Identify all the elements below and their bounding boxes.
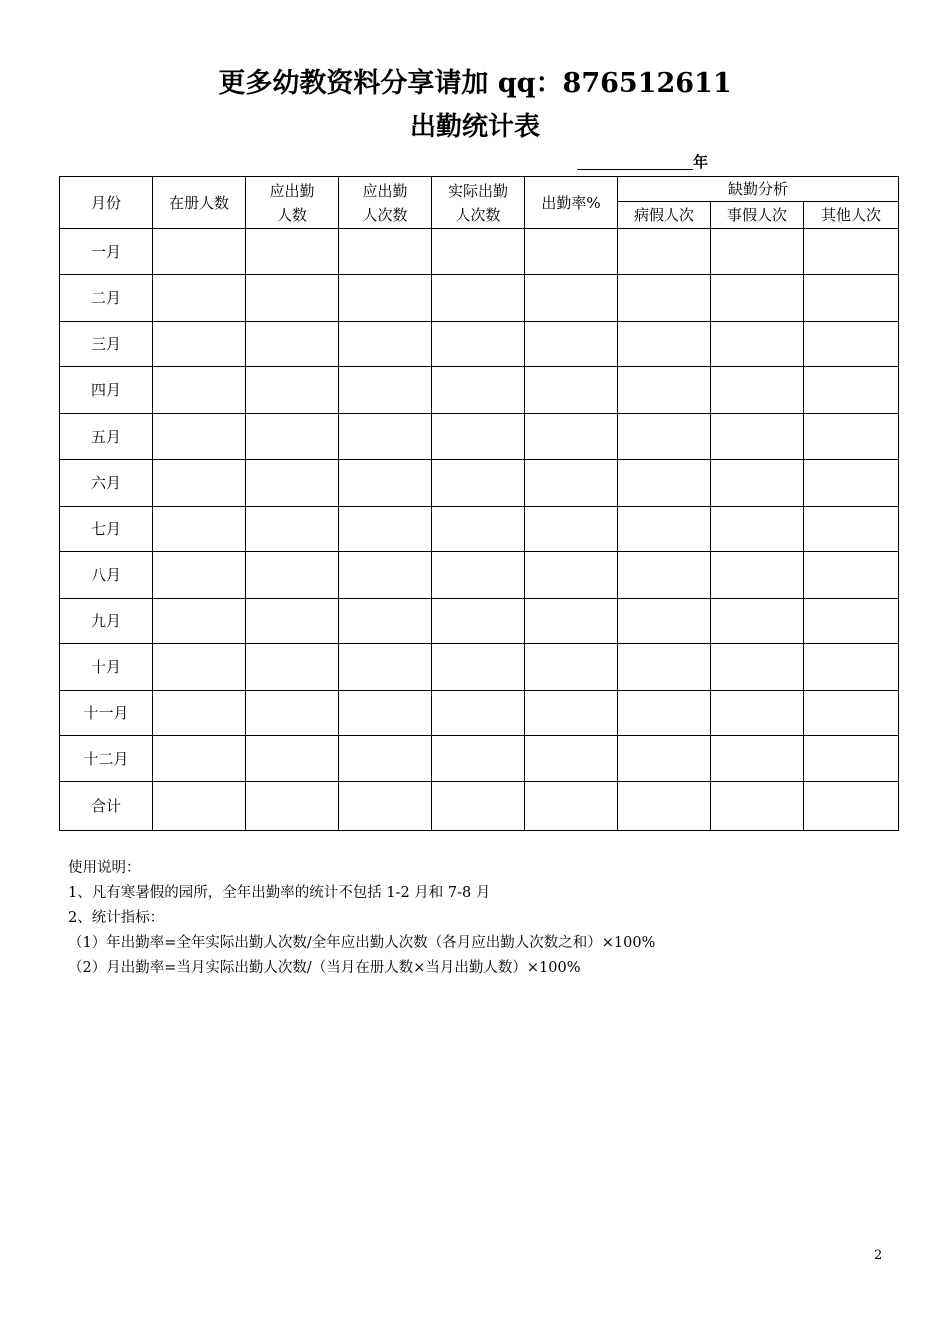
table-cell[interactable]	[432, 229, 525, 275]
table-cell[interactable]	[153, 460, 246, 507]
table-cell[interactable]	[618, 736, 711, 782]
header-other: 其他人次	[804, 202, 899, 229]
header-month: 月份	[60, 177, 153, 229]
table-cell[interactable]	[804, 736, 899, 782]
table-cell[interactable]	[525, 736, 618, 782]
usage-notes	[68, 856, 655, 981]
row-label: 七月	[60, 507, 153, 552]
table-cell[interactable]	[618, 507, 711, 552]
table-cell[interactable]	[339, 507, 432, 552]
table-cell[interactable]	[618, 691, 711, 736]
table-cell[interactable]	[246, 599, 339, 644]
table-cell[interactable]	[432, 322, 525, 367]
table-cell[interactable]	[432, 414, 525, 460]
table-cell[interactable]	[618, 552, 711, 599]
table-cell[interactable]	[711, 599, 804, 644]
table-cell[interactable]	[618, 460, 711, 507]
table-cell[interactable]	[618, 322, 711, 367]
table-cell[interactable]	[804, 229, 899, 275]
table-cell[interactable]	[339, 414, 432, 460]
table-cell[interactable]	[525, 460, 618, 507]
row-label: 十月	[60, 644, 153, 691]
table-cell[interactable]	[153, 736, 246, 782]
row-label: 五月	[60, 414, 153, 460]
table-cell[interactable]	[804, 507, 899, 552]
header-personal-leave: 事假人次	[711, 202, 804, 229]
table-cell[interactable]	[618, 367, 711, 414]
table-cell[interactable]	[339, 229, 432, 275]
notes-line-2: 2、统计指标：	[68, 910, 165, 926]
table-cell[interactable]	[339, 460, 432, 507]
table-cell[interactable]	[525, 691, 618, 736]
table-cell[interactable]	[339, 275, 432, 322]
table-cell[interactable]	[153, 229, 246, 275]
table-cell[interactable]	[618, 644, 711, 691]
header-expected-person-times	[339, 177, 432, 229]
table-cell[interactable]	[618, 782, 711, 831]
table-cell[interactable]	[432, 782, 525, 831]
table-cell[interactable]	[432, 599, 525, 644]
notes-line-4: （2）月出勤率=当月实际出勤人次数/（当月在册人数×当月出勤人数）×100%	[68, 960, 581, 976]
table-row	[60, 736, 899, 782]
table-cell[interactable]	[525, 229, 618, 275]
table-cell[interactable]	[804, 644, 899, 691]
table-cell[interactable]	[153, 644, 246, 691]
table-cell[interactable]	[153, 782, 246, 831]
header-expected-days	[246, 177, 339, 229]
table-cell[interactable]	[804, 599, 899, 644]
table-cell[interactable]	[153, 507, 246, 552]
table-row	[60, 460, 899, 507]
table-cell[interactable]	[711, 229, 804, 275]
table-cell[interactable]	[246, 507, 339, 552]
row-label: 一月	[60, 229, 153, 275]
table-cell[interactable]	[246, 275, 339, 322]
year-label: 年	[693, 153, 709, 171]
table-cell[interactable]	[432, 552, 525, 599]
table-cell[interactable]	[525, 644, 618, 691]
table-cell[interactable]	[432, 644, 525, 691]
table-row	[60, 644, 899, 691]
table-cell[interactable]	[153, 599, 246, 644]
row-label: 合计	[60, 782, 153, 831]
table-cell[interactable]	[432, 460, 525, 507]
notes-line-1: 1、凡有寒暑假的园所，全年出勤率的统计不包括 1-2 月和 7-8 月	[68, 885, 491, 901]
table-cell[interactable]	[246, 414, 339, 460]
header-sick-leave: 病假人次	[618, 202, 711, 229]
row-label: 三月	[60, 322, 153, 367]
table-cell[interactable]	[804, 552, 899, 599]
row-label: 二月	[60, 275, 153, 322]
table-cell[interactable]	[153, 552, 246, 599]
table-row	[60, 552, 899, 599]
table-cell[interactable]	[804, 367, 899, 414]
table-cell[interactable]	[246, 736, 339, 782]
table-cell[interactable]	[711, 507, 804, 552]
table-cell[interactable]	[618, 414, 711, 460]
table-cell[interactable]	[525, 322, 618, 367]
table-cell[interactable]	[525, 507, 618, 552]
page-title: 出勤统计表	[409, 112, 540, 142]
row-label: 八月	[60, 552, 153, 599]
table-cell[interactable]	[432, 275, 525, 322]
table-cell[interactable]	[804, 782, 899, 831]
table-cell[interactable]	[246, 644, 339, 691]
table-cell[interactable]	[339, 691, 432, 736]
table-cell[interactable]	[804, 275, 899, 322]
table-cell[interactable]	[153, 691, 246, 736]
header-actual-person-times-text: 实际出勤 人次数	[447, 181, 508, 224]
table-cell[interactable]	[339, 367, 432, 414]
table-cell[interactable]	[246, 691, 339, 736]
row-label: 九月	[60, 599, 153, 644]
header-expected-days-text: 应出勤 人数	[269, 181, 315, 224]
table-cell[interactable]	[525, 414, 618, 460]
table-row	[60, 275, 899, 322]
table-cell[interactable]	[432, 736, 525, 782]
table-cell[interactable]	[711, 322, 804, 367]
table-row	[60, 367, 899, 414]
row-label: 六月	[60, 460, 153, 507]
year-input-line[interactable]	[577, 153, 693, 170]
table-cell[interactable]	[432, 691, 525, 736]
table-cell[interactable]	[711, 552, 804, 599]
table-row	[60, 507, 899, 552]
table-cell[interactable]	[432, 507, 525, 552]
table-cell[interactable]	[711, 644, 804, 691]
table-cell[interactable]	[246, 229, 339, 275]
table-row	[60, 691, 899, 736]
header-contact-title: 更多幼教资料分享请加 qq：876512611	[218, 68, 732, 99]
table-cell[interactable]	[246, 460, 339, 507]
table-cell[interactable]	[339, 322, 432, 367]
table-cell[interactable]	[525, 599, 618, 644]
table-cell[interactable]	[339, 782, 432, 831]
table-cell[interactable]	[153, 275, 246, 322]
table-row	[60, 414, 899, 460]
table-cell[interactable]	[339, 552, 432, 599]
table-cell[interactable]	[804, 691, 899, 736]
table-cell[interactable]	[711, 782, 804, 831]
table-cell[interactable]	[153, 367, 246, 414]
table-row	[60, 782, 899, 831]
table-cell[interactable]	[804, 414, 899, 460]
table-cell[interactable]	[804, 322, 899, 367]
table-row	[60, 599, 899, 644]
table-cell[interactable]	[246, 322, 339, 367]
table-cell[interactable]	[339, 736, 432, 782]
table-cell[interactable]	[618, 599, 711, 644]
header-absence-analysis: 缺勤分析	[618, 177, 899, 202]
table-cell[interactable]	[711, 275, 804, 322]
notes-heading: 使用说明：	[68, 860, 141, 876]
table-cell[interactable]	[339, 599, 432, 644]
page-number: 2	[874, 1248, 883, 1263]
table-cell[interactable]	[525, 782, 618, 831]
row-label: 十二月	[60, 736, 153, 782]
table-row	[60, 229, 899, 275]
header-actual-person-times	[432, 177, 525, 229]
table-cell[interactable]	[711, 736, 804, 782]
table-cell[interactable]	[711, 460, 804, 507]
table-cell[interactable]	[432, 367, 525, 414]
row-label: 十一月	[60, 691, 153, 736]
table-cell[interactable]	[618, 275, 711, 322]
table-cell[interactable]	[618, 229, 711, 275]
table-cell[interactable]	[711, 414, 804, 460]
table-cell[interactable]	[525, 275, 618, 322]
table-cell[interactable]	[525, 552, 618, 599]
table-cell[interactable]	[804, 460, 899, 507]
table-cell[interactable]	[711, 367, 804, 414]
table-cell[interactable]	[711, 691, 804, 736]
table-cell[interactable]	[246, 552, 339, 599]
header-attendance-rate: 出勤率%	[525, 177, 618, 229]
header-enrolled: 在册人数	[153, 177, 246, 229]
table-cell[interactable]	[153, 322, 246, 367]
notes-line-3: （1）年出勤率=全年实际出勤人次数/全年应出勤人次数（各月应出勤人次数之和）×100%	[68, 935, 656, 951]
table-cell[interactable]	[246, 782, 339, 831]
table-cell[interactable]	[339, 644, 432, 691]
table-cell[interactable]	[153, 414, 246, 460]
row-label: 四月	[60, 367, 153, 414]
table-cell[interactable]	[525, 367, 618, 414]
table-cell[interactable]	[246, 367, 339, 414]
table-row	[60, 322, 899, 367]
header-expected-person-times-text: 应出勤 人次数	[362, 181, 408, 224]
attendance-table	[59, 176, 899, 831]
